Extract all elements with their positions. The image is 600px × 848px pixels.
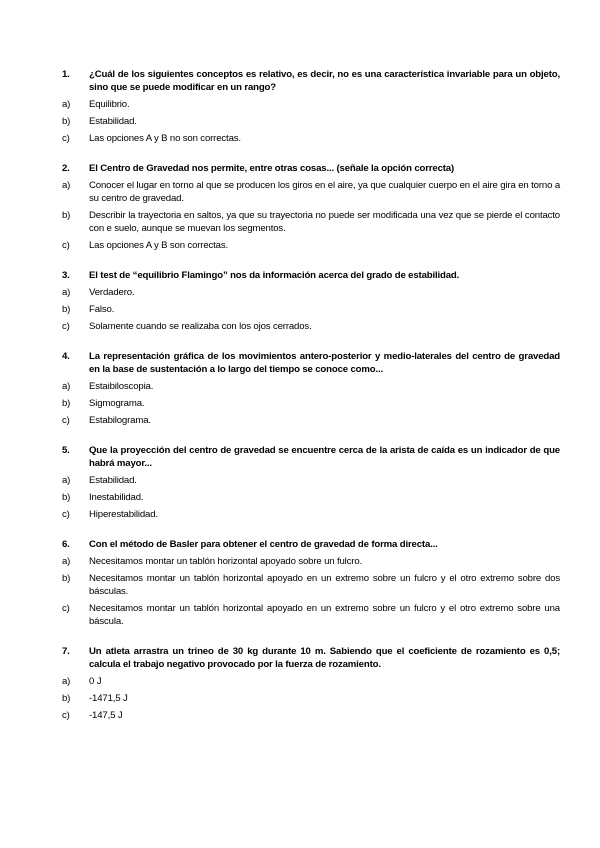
option-letter: c) <box>62 509 70 520</box>
option-a <box>62 555 560 568</box>
option-b <box>62 397 560 410</box>
option-letter: c) <box>62 415 70 426</box>
question-text: ¿Cuál de los siguientes conceptos es relativo, es decir, no es una característica invariable para un objeto, sino que se puede modificar en un rango? <box>89 69 560 93</box>
question-number: 2. <box>62 163 70 174</box>
question-5 <box>62 444 560 521</box>
option-text: Falso. <box>89 304 115 315</box>
option-letter: b) <box>62 573 71 584</box>
option-letter: a) <box>62 556 71 567</box>
option-text: Necesitamos montar un tablón horizontal apoyado en un extremo sobre un fulcro y el otro extremo sobre una báscula. <box>89 603 560 627</box>
option-b <box>62 491 560 504</box>
option-a <box>62 98 560 111</box>
option-letter: a) <box>62 381 71 392</box>
option-list <box>62 286 560 333</box>
question-2 <box>62 162 560 252</box>
question-text: El Centro de Gravedad nos permite, entre otras cosas... (señale la opción correcta) <box>89 163 455 174</box>
option-letter: c) <box>62 133 70 144</box>
option-text: Estabilidad. <box>89 475 137 486</box>
option-letter: a) <box>62 676 71 687</box>
option-list <box>62 555 560 628</box>
option-text: Verdadero. <box>89 287 135 298</box>
option-c <box>62 414 560 427</box>
question-1 <box>62 68 560 145</box>
option-letter: c) <box>62 321 70 332</box>
option-letter: c) <box>62 710 70 721</box>
option-a <box>62 675 560 688</box>
option-text: Necesitamos montar un tablón horizontal apoyado sobre un fulcro. <box>89 556 363 567</box>
option-text: 0 J <box>89 676 102 687</box>
question-text: Un atleta arrastra un trineo de 30 kg durante 10 m. Sabiendo que el coeficiente de rozamiento es 0,5; calcula el trabajo negativo provocado por la fuerza de rozamiento. <box>89 646 560 670</box>
question-3 <box>62 269 560 333</box>
option-b <box>62 209 560 235</box>
option-text: Estaibiloscopia. <box>89 381 154 392</box>
question-text: Con el método de Basler para obtener el centro de gravedad de forma directa... <box>89 539 438 550</box>
option-letter: a) <box>62 99 71 110</box>
option-c <box>62 132 560 145</box>
option-list <box>62 98 560 145</box>
question-text: Que la proyección del centro de gravedad se encuentre cerca de la arista de caída es un indicador de que habrá mayor... <box>89 445 560 469</box>
option-text: Estabilograma. <box>89 415 151 426</box>
option-letter: a) <box>62 475 71 486</box>
option-a <box>62 179 560 205</box>
option-list <box>62 474 560 521</box>
option-letter: a) <box>62 180 71 191</box>
option-letter: c) <box>62 240 70 251</box>
option-text: Hiperestabilidad. <box>89 509 158 520</box>
option-text: Necesitamos montar un tablón horizontal apoyado en un extremo sobre un fulcro y el otro extremo sobre dos básculas. <box>89 573 560 597</box>
option-text: Estabilidad. <box>89 116 137 127</box>
question-7 <box>62 645 560 722</box>
option-text: Las opciones A y B son correctas. <box>89 240 229 251</box>
option-b <box>62 572 560 598</box>
option-c <box>62 508 560 521</box>
option-list <box>62 179 560 252</box>
option-list <box>62 380 560 427</box>
option-a <box>62 286 560 299</box>
question-text: El test de “equilibrio Flamingo” nos da información acerca del grado de estabilidad. <box>89 270 460 281</box>
option-list <box>62 675 560 722</box>
option-letter: b) <box>62 398 71 409</box>
option-text: Equilibrio. <box>89 99 130 110</box>
option-a <box>62 380 560 393</box>
option-letter: b) <box>62 693 71 704</box>
option-letter: b) <box>62 116 71 127</box>
question-number: 4. <box>62 351 70 362</box>
question-6 <box>62 538 560 628</box>
option-text: Solamente cuando se realizaba con los ojos cerrados. <box>89 321 312 332</box>
option-letter: a) <box>62 287 71 298</box>
option-text: -147,5 J <box>89 710 123 721</box>
option-text: -1471,5 J <box>89 693 128 704</box>
question-text: La representación gráfica de los movimientos antero-posterior y medio-laterales del centro de gravedad en la base de sustentación a lo largo del tiempo se conoce como... <box>89 351 560 375</box>
option-letter: b) <box>62 210 71 221</box>
option-letter: c) <box>62 603 70 614</box>
question-number: 5. <box>62 445 70 456</box>
quiz-question-list <box>62 68 560 739</box>
question-number: 6. <box>62 539 70 550</box>
option-text: Las opciones A y B no son correctas. <box>89 133 241 144</box>
question-4 <box>62 350 560 427</box>
option-text: Describir la trayectoria en saltos, ya que su trayectoria no puede ser modificada una vez que se pierde el contacto con e suelo, aunque se muevan los segmentos. <box>89 210 560 234</box>
question-number: 3. <box>62 270 70 281</box>
question-number: 1. <box>62 69 70 80</box>
option-letter: b) <box>62 492 71 503</box>
option-text: Inestabilidad. <box>89 492 144 503</box>
option-text: Sigmograma. <box>89 398 145 409</box>
option-a <box>62 474 560 487</box>
option-c <box>62 239 560 252</box>
option-b <box>62 692 560 705</box>
option-text: Conocer el lugar en torno al que se producen los giros en el aire, ya que cualquier cuerpo en el aire gira en torno a su centro de gravedad. <box>89 180 560 204</box>
option-b <box>62 303 560 316</box>
option-c <box>62 709 560 722</box>
option-c <box>62 320 560 333</box>
option-b <box>62 115 560 128</box>
option-c <box>62 602 560 628</box>
question-number: 7. <box>62 646 70 657</box>
option-letter: b) <box>62 304 71 315</box>
